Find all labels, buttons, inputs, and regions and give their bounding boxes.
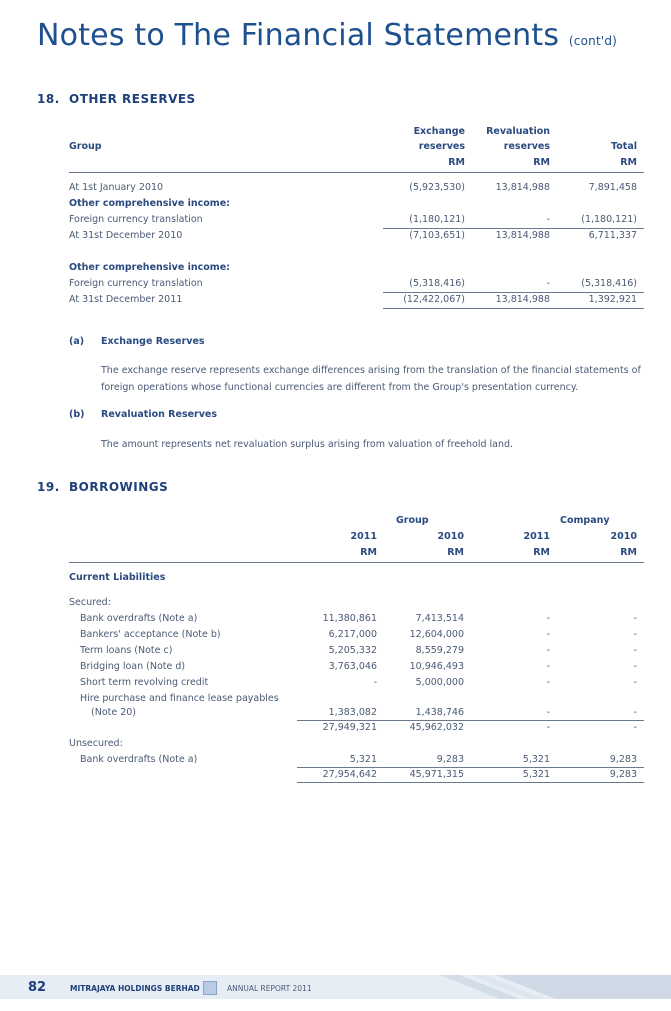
r19-9-c2010: 9,283 — [609, 769, 637, 780]
title-main: Notes to The Financial Statements — [37, 18, 560, 53]
r18-1-label: Other comprehensive income: — [69, 198, 230, 209]
r18-2-exchange: (1,180,121) — [409, 214, 465, 225]
secured-label: Secured: — [69, 597, 111, 608]
col-exchange-2: reserves — [418, 141, 465, 152]
r19-2-g2011: 5,205,332 — [328, 645, 377, 656]
r19-3-c2011: - — [546, 661, 550, 672]
r19-3-c2010: - — [633, 661, 637, 672]
r19-5-label: Hire purchase and finance lease payables — [80, 693, 279, 704]
subtotal-rule-19 — [297, 720, 644, 721]
r18-3-exchange: (7,103,651) — [409, 230, 465, 241]
r19-1-label: Bankers' acceptance (Note b) — [80, 629, 221, 640]
r18-5-label: Foreign currency translation — [69, 278, 203, 289]
col-total-rm: RM — [620, 157, 637, 168]
r19-8-c2011: 5,321 — [522, 754, 550, 765]
note-18-number: 18. — [37, 92, 60, 106]
r19-8-g2010: 9,283 — [436, 754, 464, 765]
r19-3-label: Bridging loan (Note d) — [80, 661, 186, 672]
note-a-title: Exchange Reserves — [101, 336, 205, 347]
col-c2011-rm: RM — [533, 547, 550, 558]
r18-3-total: 6,711,337 — [588, 230, 637, 241]
r18-2-revaluation: - — [546, 214, 550, 225]
note-19-title: BORROWINGS — [69, 480, 169, 494]
r18-5-total: (5,318,416) — [581, 278, 637, 289]
r19-8-g2011: 5,321 — [349, 754, 377, 765]
r19-1-c2011: - — [546, 629, 550, 640]
r19-7-c2010: - — [633, 722, 637, 733]
current-liabilities: Current Liabilities — [69, 572, 166, 583]
r18-0-exchange: (5,923,530) — [409, 182, 465, 193]
r19-9-c2011: 5,321 — [522, 769, 550, 780]
r18-5-revaluation: - — [546, 278, 550, 289]
title-subtitle: (cont'd) — [568, 34, 618, 48]
header-rule — [69, 172, 644, 173]
r19-8-c2010: 9,283 — [609, 754, 637, 765]
r19-0-g2010: 7,413,514 — [415, 613, 464, 624]
r19-7-g2011: 27,949,321 — [322, 722, 377, 733]
r19-4-g2011: - — [373, 677, 377, 688]
r19-3-g2011: 3,763,046 — [328, 661, 377, 672]
r18-0-revaluation: 13,814,988 — [495, 182, 550, 193]
note-a-text: The exchange reserve represents exchange differences arising from the translation of the financial statements of foreign operations whose functional currencies are different from the Group's presentation currency. — [101, 365, 641, 393]
r19-0-label: Bank overdrafts (Note a) — [80, 613, 198, 624]
col-exchange-rm: RM — [448, 157, 465, 168]
r18-6-total: 1,392,921 — [588, 294, 637, 305]
r18-6-revaluation: 13,814,988 — [495, 294, 550, 305]
col-total: Total — [611, 141, 637, 152]
note-b-text: The amount represents net revaluation surplus arising from valuation of freehold land. — [101, 439, 514, 450]
col-exchange-1: Exchange — [413, 126, 465, 137]
r19-1-c2010: - — [633, 629, 637, 640]
r19-7-c2011: - — [546, 722, 550, 733]
r19-6-g2010: 1,438,746 — [415, 707, 464, 718]
r19-4-label: Short term revolving credit — [80, 677, 209, 688]
col-g2011-rm: RM — [360, 547, 377, 558]
r18-2-total: (1,180,121) — [581, 214, 637, 225]
col-revaluation-1: Revaluation — [486, 126, 550, 137]
col-g2010: 2010 — [437, 531, 464, 542]
r18-5-exchange: (5,318,416) — [409, 278, 465, 289]
r19-6-label: (Note 20) — [91, 707, 137, 718]
note-19-number: 19. — [37, 480, 60, 494]
footer-stripes — [400, 975, 671, 999]
r18-3-label: At 31st December 2010 — [69, 230, 183, 241]
note-b-title: Revaluation Reserves — [101, 409, 218, 420]
r19-2-label: Term loans (Note c) — [80, 645, 173, 656]
subtotal-rule — [383, 292, 644, 293]
col-group-19: Group — [396, 515, 429, 526]
r18-6-exchange: (12,422,067) — [403, 294, 465, 305]
note-19-heading — [37, 480, 168, 494]
page-title — [37, 18, 617, 53]
col-g2011: 2011 — [350, 531, 377, 542]
page-number: 82 — [28, 980, 47, 995]
company-name: MITRAJAYA HOLDINGS BERHAD — [70, 984, 200, 993]
note-b-marker: (b) — [69, 409, 85, 420]
note-a-marker: (a) — [69, 336, 85, 347]
col-c2010-rm: RM — [620, 547, 637, 558]
r19-6-g2011: 1,383,082 — [328, 707, 377, 718]
col-revaluation-2: reserves — [503, 141, 550, 152]
r19-7-g2010: 45,962,032 — [409, 722, 464, 733]
r18-6-label: At 31st December 2011 — [69, 294, 183, 305]
r19-1-g2010: 12,604,000 — [409, 629, 464, 640]
r19-8-label: Bank overdrafts (Note a) — [80, 754, 198, 765]
subtotal-rule-19b — [297, 767, 644, 768]
r19-4-c2010: - — [633, 677, 637, 688]
unsecured-label: Unsecured: — [69, 738, 123, 749]
r19-6-c2010: - — [633, 707, 637, 718]
r19-2-c2010: - — [633, 645, 637, 656]
col-c2010: 2010 — [610, 531, 637, 542]
r19-9-g2011: 27,954,642 — [322, 769, 377, 780]
header-rule-19 — [69, 562, 644, 563]
note-18-title: OTHER RESERVES — [69, 92, 196, 106]
col-company-19: Company — [560, 515, 610, 526]
r19-2-g2010: 8,559,279 — [415, 645, 464, 656]
r19-2-c2011: - — [546, 645, 550, 656]
footer-square-icon — [203, 981, 217, 995]
col-group: Group — [69, 141, 102, 152]
r18-0-label: At 1st January 2010 — [69, 182, 164, 193]
r18-4-label: Other comprehensive income: — [69, 262, 230, 273]
r18-0-total: 7,891,458 — [588, 182, 637, 193]
r19-3-g2010: 10,946,493 — [409, 661, 464, 672]
col-revaluation-rm: RM — [533, 157, 550, 168]
r19-4-g2010: 5,000,000 — [415, 677, 464, 688]
subtotal-rule — [383, 228, 644, 229]
r19-1-g2011: 6,217,000 — [328, 629, 377, 640]
r18-2-label: Foreign currency translation — [69, 214, 203, 225]
r19-0-c2010: - — [633, 613, 637, 624]
total-rule — [383, 308, 644, 309]
report-name: ANNUAL REPORT 2011 — [227, 984, 312, 993]
col-g2010-rm: RM — [447, 547, 464, 558]
r19-6-c2011: - — [546, 707, 550, 718]
r19-0-c2011: - — [546, 613, 550, 624]
r19-0-g2011: 11,380,861 — [322, 613, 377, 624]
r18-3-revaluation: 13,814,988 — [495, 230, 550, 241]
r19-4-c2011: - — [546, 677, 550, 688]
note-18-heading — [37, 92, 196, 106]
col-c2011: 2011 — [523, 531, 550, 542]
r19-9-g2010: 45,971,315 — [409, 769, 464, 780]
total-rule-19 — [297, 782, 644, 783]
